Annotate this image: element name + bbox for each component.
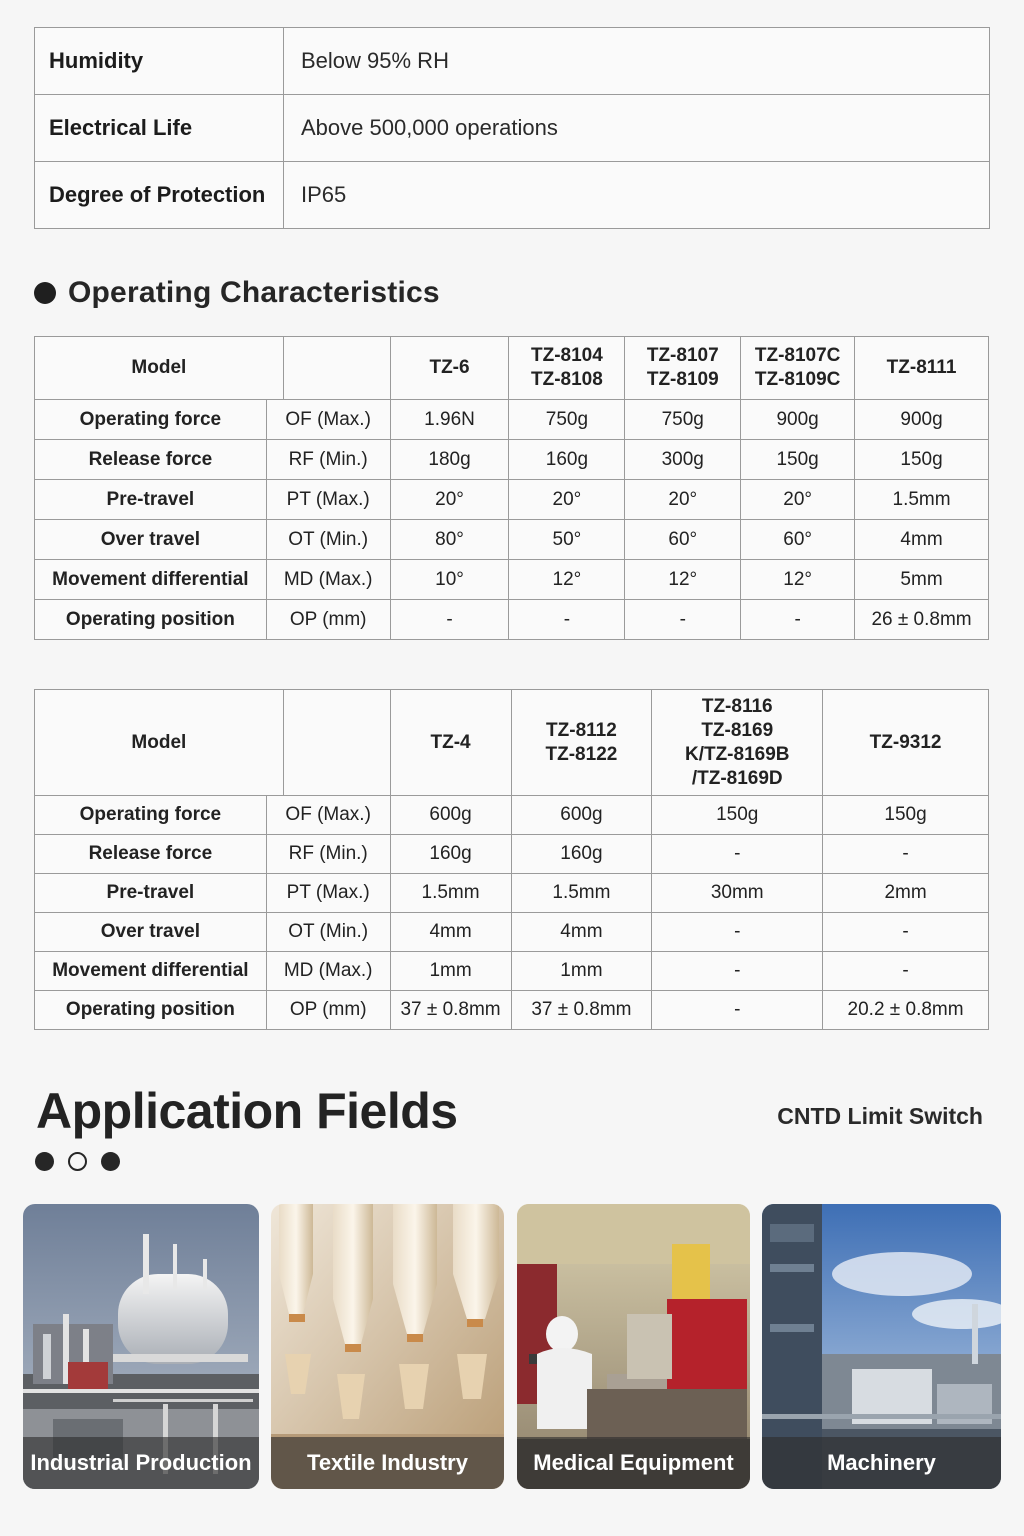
table-cell: - — [390, 600, 509, 640]
table-cell: 1.5mm — [390, 874, 511, 913]
param-name: Movement differential — [35, 952, 267, 991]
table-cell: 600g — [390, 796, 511, 835]
table-cell: 12° — [741, 560, 855, 600]
model-header: TZ-8107 TZ-8109 — [625, 337, 741, 400]
table-cell: 37 ± 0.8mm — [390, 991, 511, 1030]
table-cell: 4mm — [390, 913, 511, 952]
param-name: Movement differential — [35, 560, 267, 600]
carousel-dot-icon[interactable] — [101, 1152, 120, 1171]
table-cell: 600g — [511, 796, 652, 835]
param-abbr: PT (Max.) — [266, 480, 390, 520]
table-cell: - — [741, 600, 855, 640]
table-cell: 26 ± 0.8mm — [855, 600, 989, 640]
param-abbr: RF (Min.) — [266, 440, 390, 480]
param-name: Operating position — [35, 991, 267, 1030]
bullet-dot-icon — [34, 282, 56, 304]
param-abbr: MD (Max.) — [266, 560, 390, 600]
spec-label: Humidity — [35, 28, 284, 95]
spec-row-protection — [35, 162, 990, 229]
spec-value: Below 95% RH — [284, 28, 990, 95]
param-abbr: PT (Max.) — [266, 874, 390, 913]
table-cell: 750g — [509, 400, 625, 440]
param-name: Over travel — [35, 520, 267, 560]
table-row — [35, 952, 989, 991]
section-title: Operating Characteristics — [68, 276, 440, 309]
application-card-medical[interactable] — [517, 1204, 750, 1489]
table-cell: - — [625, 600, 741, 640]
table-cell: 160g — [511, 835, 652, 874]
spec-label: Electrical Life — [35, 95, 284, 162]
table-cell: 180g — [390, 440, 509, 480]
card-caption: Textile Industry — [271, 1437, 504, 1489]
table-cell: 1mm — [511, 952, 652, 991]
param-name: Release force — [35, 835, 267, 874]
table-cell: 20.2 ± 0.8mm — [823, 991, 989, 1030]
empty-header-cell — [283, 690, 390, 796]
table-cell: - — [652, 991, 823, 1030]
table-cell: 20° — [625, 480, 741, 520]
carousel-dot-icon[interactable] — [35, 1152, 54, 1171]
table-cell: 37 ± 0.8mm — [511, 991, 652, 1030]
model-header: TZ-6 — [390, 337, 509, 400]
table-cell: 20° — [741, 480, 855, 520]
table-header-row — [35, 337, 989, 400]
model-header: TZ-8112 TZ-8122 — [511, 690, 652, 796]
param-name: Over travel — [35, 913, 267, 952]
table-cell: 1.5mm — [855, 480, 989, 520]
table-cell: 4mm — [855, 520, 989, 560]
table-cell: - — [652, 952, 823, 991]
param-name: Operating position — [35, 600, 267, 640]
spec-value: IP65 — [284, 162, 990, 229]
model-header: TZ-9312 — [823, 690, 989, 796]
param-name: Operating force — [35, 400, 267, 440]
carousel-dots — [35, 1152, 134, 1171]
table-cell: - — [652, 913, 823, 952]
table-cell: 60° — [741, 520, 855, 560]
model-header: TZ-4 — [390, 690, 511, 796]
table-cell: 2mm — [823, 874, 989, 913]
table-row — [35, 480, 989, 520]
model-header: TZ-8111 — [855, 337, 989, 400]
param-name: Operating force — [35, 796, 267, 835]
table-cell: 750g — [625, 400, 741, 440]
table-row — [35, 991, 989, 1030]
table-cell: 1.96N — [390, 400, 509, 440]
table-cell: 150g — [823, 796, 989, 835]
table-row — [35, 913, 989, 952]
operating-table-2 — [34, 689, 989, 1030]
table-cell: 4mm — [511, 913, 652, 952]
table-cell: 20° — [509, 480, 625, 520]
model-header: TZ-8104 TZ-8108 — [509, 337, 625, 400]
operating-table-1 — [34, 336, 989, 640]
param-name: Pre-travel — [35, 874, 267, 913]
application-card-machinery[interactable] — [762, 1204, 1001, 1489]
param-abbr: OP (mm) — [266, 600, 390, 640]
application-fields-title: Application Fields — [36, 1083, 458, 1139]
param-name: Release force — [35, 440, 267, 480]
param-abbr: OT (Min.) — [266, 520, 390, 560]
param-name: Pre-travel — [35, 480, 267, 520]
spec-row-electrical-life — [35, 95, 990, 162]
table-row — [35, 520, 989, 560]
param-abbr: OP (mm) — [266, 991, 390, 1030]
table-row — [35, 440, 989, 480]
table-row — [35, 874, 989, 913]
param-abbr: MD (Max.) — [266, 952, 390, 991]
table-cell: 160g — [509, 440, 625, 480]
spec-table — [34, 27, 990, 229]
table-cell: 1.5mm — [511, 874, 652, 913]
table-cell: 900g — [741, 400, 855, 440]
table-cell: 150g — [741, 440, 855, 480]
carousel-dot-icon[interactable] — [68, 1152, 87, 1171]
table-cell: 50° — [509, 520, 625, 560]
table-cell: - — [823, 952, 989, 991]
table-row — [35, 600, 989, 640]
card-caption: Medical Equipment — [517, 1437, 750, 1489]
table-cell: 80° — [390, 520, 509, 560]
model-header: TZ-8116 TZ-8169 K/TZ-8169B /TZ-8169D — [652, 690, 823, 796]
empty-header-cell — [283, 337, 390, 400]
spec-label: Degree of Protection — [35, 162, 284, 229]
operating-characteristics-heading — [34, 276, 440, 310]
table-cell: 10° — [390, 560, 509, 600]
table-cell: 30mm — [652, 874, 823, 913]
table-row — [35, 835, 989, 874]
table-header-row — [35, 690, 989, 796]
application-card-industrial[interactable] — [23, 1204, 259, 1489]
table-cell: 900g — [855, 400, 989, 440]
param-abbr: OF (Max.) — [266, 796, 390, 835]
table-row — [35, 560, 989, 600]
table-cell: - — [823, 835, 989, 874]
card-caption: Machinery — [762, 1437, 1001, 1489]
table-cell: 150g — [652, 796, 823, 835]
spec-row-humidity — [35, 28, 990, 95]
table-row — [35, 400, 989, 440]
table-row — [35, 796, 989, 835]
model-label: Model — [35, 690, 284, 796]
table-cell: 1mm — [390, 952, 511, 991]
param-abbr: OF (Max.) — [266, 400, 390, 440]
table-cell: - — [652, 835, 823, 874]
table-cell: 5mm — [855, 560, 989, 600]
table-cell: 60° — [625, 520, 741, 560]
table-cell: 12° — [509, 560, 625, 600]
table-cell: 12° — [625, 560, 741, 600]
table-cell: 160g — [390, 835, 511, 874]
table-cell: 300g — [625, 440, 741, 480]
table-cell: - — [509, 600, 625, 640]
application-subtitle: CNTD Limit Switch — [777, 1103, 983, 1129]
model-header: TZ-8107C TZ-8109C — [741, 337, 855, 400]
param-abbr: OT (Min.) — [266, 913, 390, 952]
table-cell: 20° — [390, 480, 509, 520]
model-label: Model — [35, 337, 284, 400]
table-cell: 150g — [855, 440, 989, 480]
application-card-textile[interactable] — [271, 1204, 504, 1489]
spec-value: Above 500,000 operations — [284, 95, 990, 162]
card-caption: Industrial Production — [23, 1437, 259, 1489]
table-cell: - — [823, 913, 989, 952]
param-abbr: RF (Min.) — [266, 835, 390, 874]
